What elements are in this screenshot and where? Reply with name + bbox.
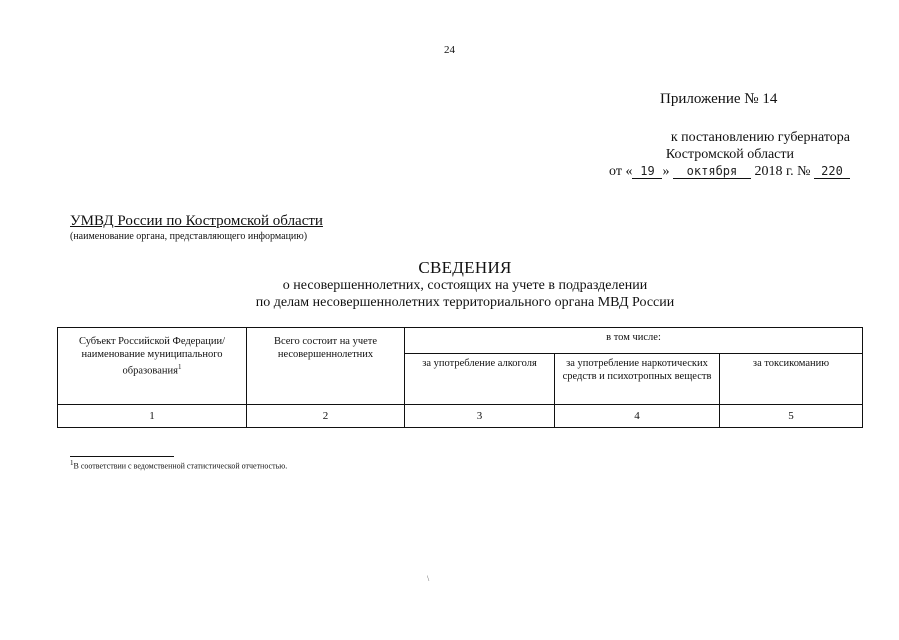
header-subject xyxy=(58,328,247,405)
header-alcohol: за употребление алкоголя xyxy=(405,354,555,405)
date-mid: » xyxy=(662,164,670,179)
table-header-row xyxy=(58,328,863,354)
organization-name: УМВД России по Костромской области xyxy=(70,213,323,229)
column-number: 3 xyxy=(405,405,555,428)
footnote-number: 1 xyxy=(70,459,74,467)
header-drugs: за употребление наркотических средств и психотропных веществ xyxy=(555,354,720,405)
subtitle-line-1: о несовершеннолетних, состоящих на учете в подразделении xyxy=(282,278,648,293)
header-toxicomania: за токсикоманию xyxy=(720,354,863,405)
handwritten-decree-number: 220 xyxy=(814,164,850,179)
header-including: в том числе: xyxy=(405,328,863,354)
footnote xyxy=(70,459,287,471)
footnote-divider xyxy=(70,456,174,457)
header-total: Всего состоит на учете несовершеннолетних xyxy=(247,328,405,405)
subtitle-line-2: по делам несовершеннолетних территориального органа МВД России xyxy=(255,295,675,310)
year-and-number-label: 2018 г. № xyxy=(754,164,811,179)
decree-line-2: Костромской области xyxy=(665,147,794,162)
footnote-text: В соответствии с ведомственной статистической отчетностью. xyxy=(73,461,288,471)
table-row xyxy=(58,405,863,428)
column-number: 2 xyxy=(247,405,405,428)
page-number: 24 xyxy=(444,44,455,56)
decree-date-line xyxy=(590,163,850,180)
decree-line-1: к постановлению губернатора xyxy=(670,130,850,145)
handwritten-month: октября xyxy=(673,164,751,179)
column-number: 1 xyxy=(58,405,247,428)
header-subject-text: Субъект Российской Федерации/ наименование муниципального образования xyxy=(78,336,226,377)
column-number: 5 xyxy=(720,405,863,428)
stray-mark: \ xyxy=(427,574,430,583)
column-number: 4 xyxy=(555,405,720,428)
document-title: СВЕДЕНИЯ xyxy=(418,258,512,277)
decree-reference xyxy=(590,129,850,180)
document-subtitle xyxy=(0,277,899,311)
date-prefix: от « xyxy=(609,164,633,179)
handwritten-day: 19 xyxy=(632,164,662,179)
footnote-mark: 1 xyxy=(177,363,182,371)
organization-caption: (наименование органа, представляющего информацию) xyxy=(70,231,308,242)
report-table xyxy=(57,327,863,428)
appendix-title: Приложение № 14 xyxy=(660,91,778,107)
